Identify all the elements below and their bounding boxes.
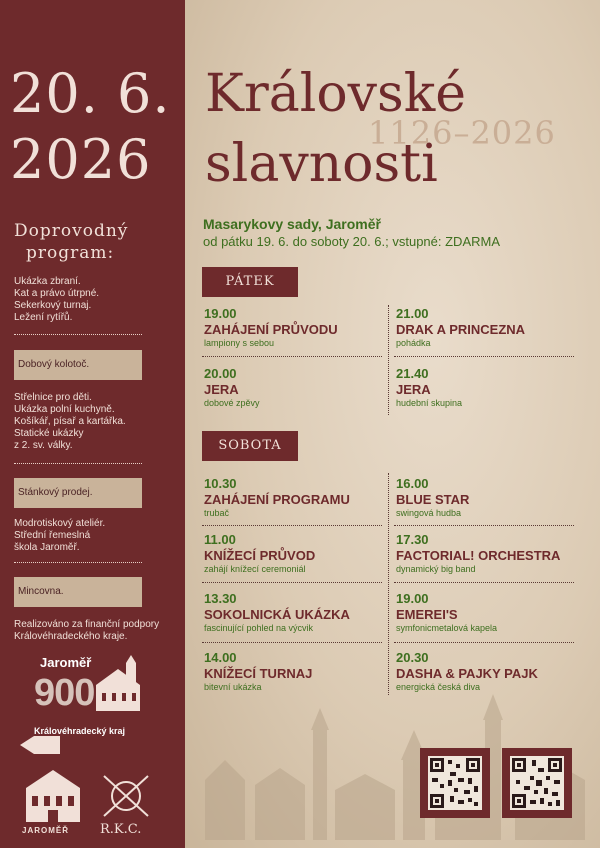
- program-item: Ukázka zbraní.: [14, 276, 81, 287]
- event-dates-admission: od pátku 19. 6. do soboty 20. 6.; vstupné: ZDARMA: [203, 234, 501, 249]
- kraj-logo-icon: [20, 736, 60, 754]
- program-box-carousel: Dobový kolotoč.: [14, 350, 142, 380]
- anniversary-years: 1126–2026: [368, 114, 556, 152]
- event-desc: lampiony s sebou: [204, 338, 275, 348]
- program-block-1: [14, 276, 99, 324]
- qr-code[interactable]: [502, 748, 572, 818]
- jaromer-logo-label: Jaroměř: [40, 655, 92, 670]
- event-item: [204, 306, 338, 349]
- program-item: Košíkář, písař a kartářka.: [14, 416, 126, 427]
- event-name: KNÍŽECÍ TURNAJ: [204, 666, 313, 681]
- program-item: Střední řemeslná: [14, 530, 91, 541]
- event-time: 16.00: [396, 476, 429, 491]
- program-box-mint: Mincovna.: [14, 577, 142, 607]
- program-heading: [14, 220, 128, 264]
- support-line: Realizováno za finanční podpory: [14, 619, 160, 630]
- poster-title-line1: Královské: [205, 64, 466, 124]
- event-time: 19.00: [396, 591, 429, 606]
- event-name: ZAHÁJENÍ PRŮVODU: [204, 322, 338, 337]
- program-block-2: [14, 392, 126, 452]
- event-name: EMEREI'S: [396, 607, 458, 622]
- event-time: 17.30: [396, 532, 429, 547]
- day-label-friday: PÁTEK: [202, 267, 298, 297]
- event-name: KNÍŽECÍ PRŮVOD: [204, 548, 316, 563]
- day-label-saturday: SOBOTA: [202, 431, 298, 461]
- event-item: [396, 306, 525, 349]
- event-item: [396, 366, 462, 409]
- row-divider: [202, 582, 382, 583]
- qr-code-icon: [428, 756, 482, 810]
- column-divider: [388, 305, 389, 415]
- event-name: ZAHÁJENÍ PROGRAMU: [204, 492, 350, 507]
- kraj-logo-label: Královéhradecký kraj: [34, 726, 126, 736]
- event-desc: trubač: [204, 508, 230, 518]
- event-item: [204, 591, 350, 634]
- jaromer-logo-number: 900: [34, 672, 95, 714]
- row-divider: [394, 356, 574, 357]
- qr-code-icon: [510, 756, 564, 810]
- divider: [14, 562, 142, 563]
- row-divider: [202, 525, 382, 526]
- support-line: Královéhradeckého kraje.: [14, 631, 128, 642]
- row-divider: [394, 525, 574, 526]
- event-time: 21.00: [396, 306, 429, 321]
- row-divider: [394, 642, 574, 643]
- program-item: Sekerkový turnaj.: [14, 300, 92, 311]
- event-item: [396, 476, 469, 519]
- msk-logo-text: JAROMĚŘ: [22, 826, 70, 835]
- row-divider: [394, 582, 574, 583]
- program-block-3: [14, 518, 105, 554]
- event-name: DASHA & PAJKY PAJK: [396, 666, 538, 681]
- event-date-day: 20. 6.: [10, 62, 171, 125]
- event-date-year: 2026: [10, 128, 152, 191]
- column-divider: [388, 473, 389, 695]
- event-desc: swingová hudba: [396, 508, 462, 518]
- event-time: 13.30: [204, 591, 237, 606]
- program-heading-line1: Doprovodný: [14, 221, 129, 241]
- event-name: JERA: [204, 382, 239, 397]
- venue: Masarykovy sady, Jaroměř: [203, 216, 381, 232]
- row-divider: [202, 642, 382, 643]
- event-item: [204, 650, 312, 693]
- qr-code[interactable]: [420, 748, 490, 818]
- event-time: 11.00: [204, 532, 236, 547]
- event-time: 19.00: [204, 306, 237, 321]
- divider: [14, 463, 142, 464]
- event-time: 14.00: [204, 650, 237, 665]
- program-item: z 2. sv. války.: [14, 440, 73, 451]
- program-item: Střelnice pro děti.: [14, 392, 92, 403]
- event-desc: dobové zpěvy: [204, 398, 260, 408]
- event-desc: fascinující pohled na výcvik: [204, 623, 314, 633]
- church-icon: [92, 655, 152, 715]
- event-name: BLUE STAR: [396, 492, 470, 507]
- event-item: [396, 650, 538, 693]
- event-item: [396, 591, 497, 634]
- poster-title-line2: slavnosti: [205, 134, 438, 194]
- rkc-logo-text: R.K.C.: [100, 822, 142, 837]
- program-item: Ukázka polní kuchyně.: [14, 404, 115, 415]
- event-desc: energická česká diva: [396, 682, 481, 692]
- event-desc: symfonicmetalová kapela: [396, 623, 498, 633]
- event-item: [396, 532, 560, 575]
- event-name: SOKOLNICKÁ UKÁZKA: [204, 607, 350, 622]
- event-name: DRAK A PRINCEZNA: [396, 322, 526, 337]
- program-item: škola Jaroměř.: [14, 542, 80, 553]
- event-desc: dynamický big band: [396, 564, 476, 574]
- program-item: Kat a právo útrpné.: [14, 288, 100, 299]
- divider: [14, 334, 142, 335]
- event-time: 20.30: [396, 650, 429, 665]
- event-name: FACTORIAL! ORCHESTRA: [396, 548, 561, 563]
- event-item: [204, 476, 350, 519]
- event-name: JERA: [396, 382, 431, 397]
- event-desc: zahájí knížecí ceremoniál: [204, 564, 306, 574]
- program-item: Statické ukázky: [14, 428, 84, 439]
- event-time: 10.30: [204, 476, 237, 491]
- event-time: 20.00: [204, 366, 237, 381]
- support-note: [14, 619, 159, 643]
- row-divider: [202, 356, 382, 357]
- event-time: 21.40: [396, 366, 429, 381]
- event-desc: hudební skupina: [396, 398, 463, 408]
- event-item: [204, 532, 315, 575]
- event-item: [204, 366, 260, 409]
- rkc-crest-icon: [98, 772, 154, 822]
- program-item: Modrotiskový ateliér.: [14, 518, 106, 529]
- program-box-stalls: Stánkový prodej.: [14, 478, 142, 508]
- event-desc: bitevní ukázka: [204, 682, 262, 692]
- program-heading-line2: program:: [26, 243, 115, 263]
- event-desc: pohádka: [396, 338, 431, 348]
- program-item: Ležení rytířů.: [14, 312, 73, 323]
